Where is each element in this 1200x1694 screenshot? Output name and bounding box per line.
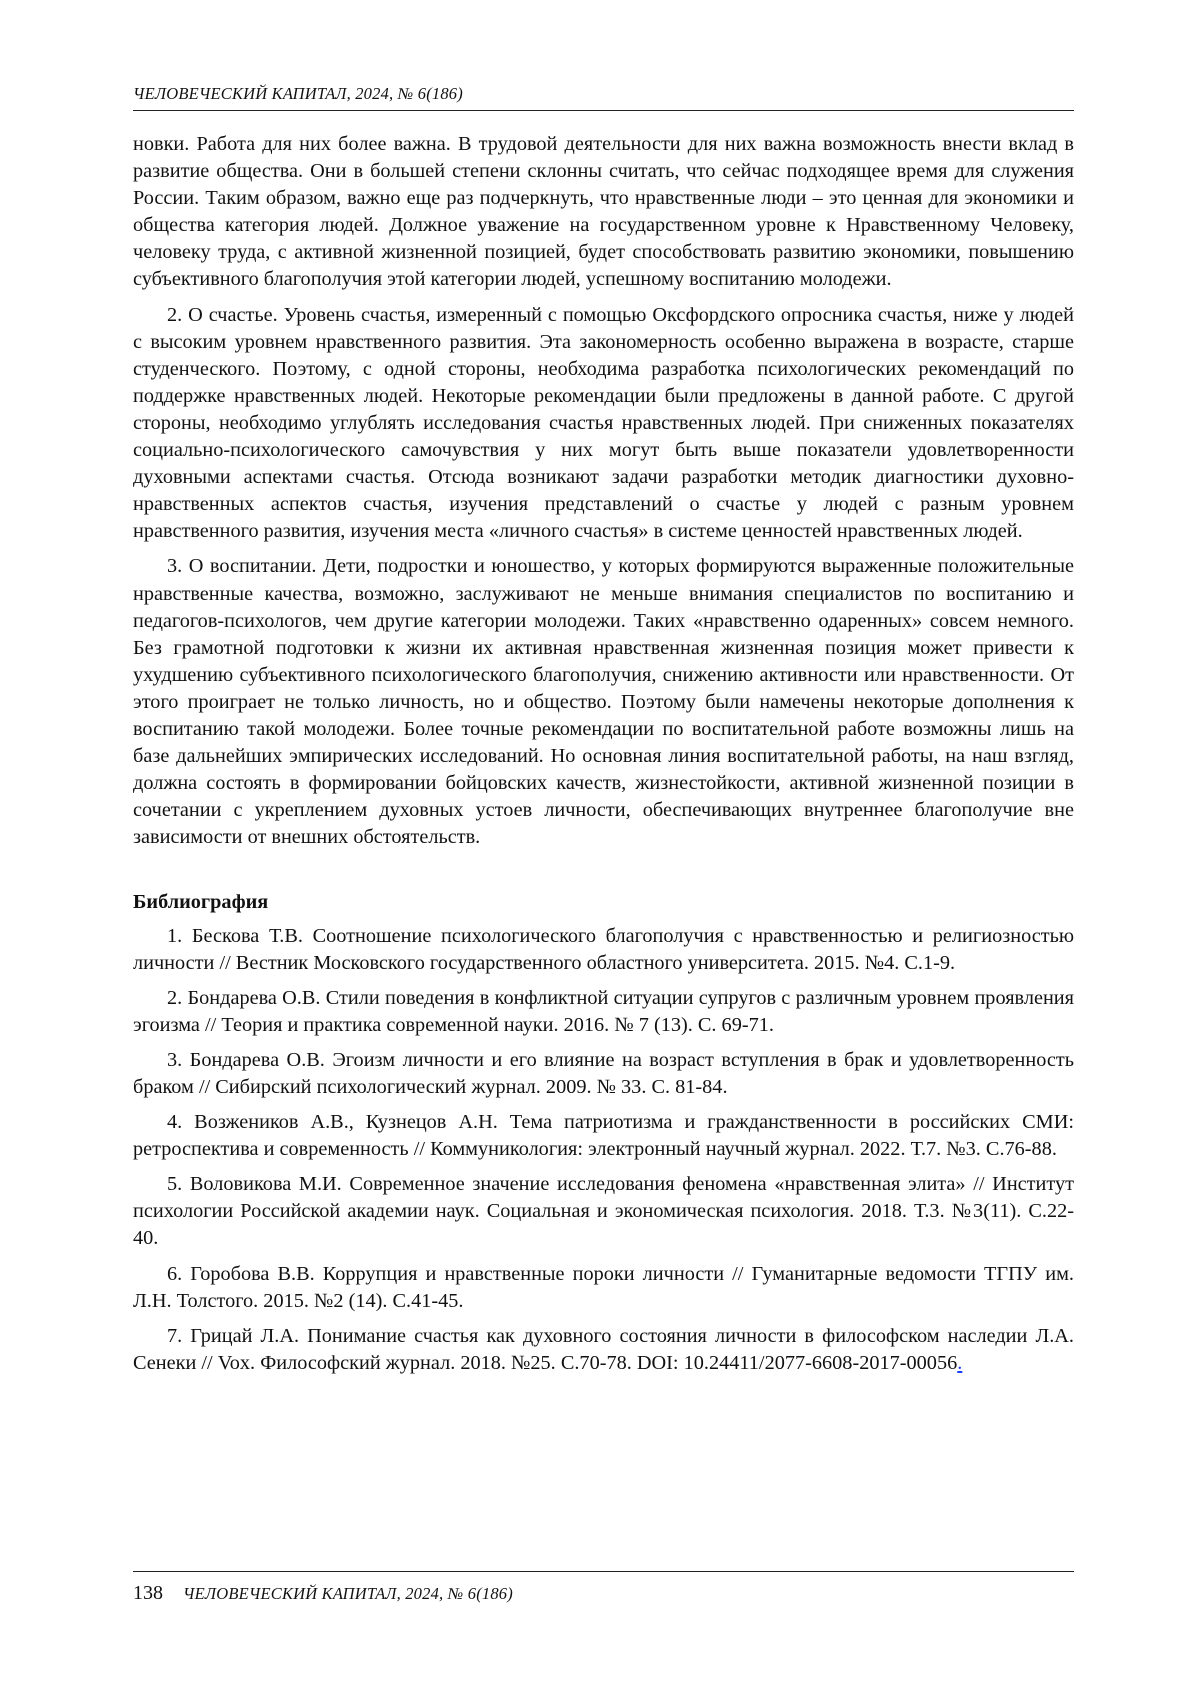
reference-item: 3. Бондарева О.В. Эгоизм личности и его влияние на возраст вступления в брак и удовлетворенность браком // Сибирский психологический журнал. 2009. № 33. С. 81-84. (133, 1048, 1074, 1098)
doi-link[interactable]: . (957, 1351, 963, 1374)
reference-item: 4. Возжеников А.В., Кузнецов А.Н. Тема патриотизма и гражданственности в российских СМИ: ретроспектива и современность // Коммуникология: электронный научный журнал. 2022. Т.7. №3. С.76-88. (133, 1111, 1074, 1161)
reference-item: 6. Горобова В.В. Коррупция и нравственные пороки личности // Гуманитарные ведомости ТГПУ им. Л.Н. Толстого. 2015. №2 (14). С.41-45. (133, 1262, 1074, 1312)
reference-text: 7. Грицай Л.А. Понимание счастья как духовного состояния личности в философском наследии Л.А. Сенеки // Vox. Философский журнал. 2018. №25. С.70-78. DOI: 10.24411/2077-6608-2017-00056 (133, 1324, 1074, 1374)
page-number: 138 (133, 1582, 163, 1604)
bibliography-heading: Библиография (133, 891, 269, 914)
page-footer (133, 1581, 513, 1606)
article-body (133, 131, 1074, 1385)
reference-item: 5. Воловикова М.И. Современное значение исследования феномена «нравственная элита» // Институт психологии Российской академии наук. Социальная и экономическая психология. 2018. Т.3. №3(11). С.22-40. (133, 1173, 1074, 1250)
reference-item: 2. Бондарева О.В. Стили поведения в конфликтной ситуации супругов с различным уровнем проявления эгоизма // Теория и практика современной науки. 2016. № 7 (13). С. 69-71. (133, 986, 1074, 1036)
body-paragraph: новки. Работа для них более важна. В трудовой деятельности для них важна возможность внести вклад в развитие общества. Они в большей степени склонны считать, что сейчас подходящее время для служения России. Таким образом, важно еще раз подчеркнуть, что нравственные люди – это ценная для экономики и общества категория людей. Должное уважение на государственном уровне к Нравственному Человеку, человеку труда, с активной жизненной позицией, будет способствовать развитию экономики, повышению субъективного благополучия этой категории людей, успешному воспитанию молодежи. (133, 133, 1074, 291)
running-head: ЧЕЛОВЕЧЕСКИЙ КАПИТАЛ, 2024, № 6(186) (133, 84, 463, 103)
reference-item-last (133, 1323, 1074, 1377)
footer-rule (133, 1571, 1074, 1572)
body-paragraph: 3. О воспитании. Дети, подростки и юношество, у которых формируются выраженные положительные нравственные качества, возможно, заслуживают не меньше внимания специалистов по воспитанию и педагогов-психологов, чем другие категории молодежи. Таких «нравственно одаренных» совсем немного. Без грамотной подготовки к жизни их активная нравственная жизненная позиция может привести к ухудшению субъективного психологического благополучия, снижению активности или нравственности. От этого проиграет не только личность, но и общество. Поэтому были намечены некоторые дополнения к воспитанию такой молодежи. Более точные рекомендации по воспитательной работе возможны лишь на базе дальнейших эмпирических исследований. Но основная линия воспитательной работы, на наш взгляд, должна состоять в формировании бойцовских качеств, жизнестойкости, активной жизненной позиции в сочетании с укреплением духовных устоев личности, обеспечивающих внутреннее благополучие вне зависимости от внешних обстоятельств. (133, 555, 1074, 849)
body-paragraph: 2. О счастье. Уровень счастья, измеренный с помощью Оксфордского опросника счастья, ниже у людей с высоким уровнем нравственного развития. Эта закономерность особенно выражена в возрасте, старше студенческого. Поэтому, с одной стороны, необходима разработка психологических рекомендаций по поддержке нравственных людей. Некоторые рекомендации были предложены в данной работе. С другой стороны, необходимо углублять исследования счастья нравственных людей. При сниженных показателях социально-психологического самочувствия у них могут быть выше показатели удовлетворенности духовными аспектами счастья. Отсюда возникают задачи разработки методик диагностики духовно-нравственных аспектов счастья, изучения представлений о счастье у людей с разным уровнем нравственного развития, изучения места «личного счастья» в системе ценностей нравственных людей. (133, 303, 1074, 543)
header-rule (133, 110, 1074, 111)
footer-journal-title: ЧЕЛОВЕЧЕСКИЙ КАПИТАЛ, 2024, № 6(186) (183, 1584, 513, 1603)
reference-item: 1. Бескова Т.В. Соотношение психологического благополучия с нравственностью и религиозностью личности // Вестник Московского государственного областного университета. 2015. №4. С.1-9. (133, 924, 1074, 974)
